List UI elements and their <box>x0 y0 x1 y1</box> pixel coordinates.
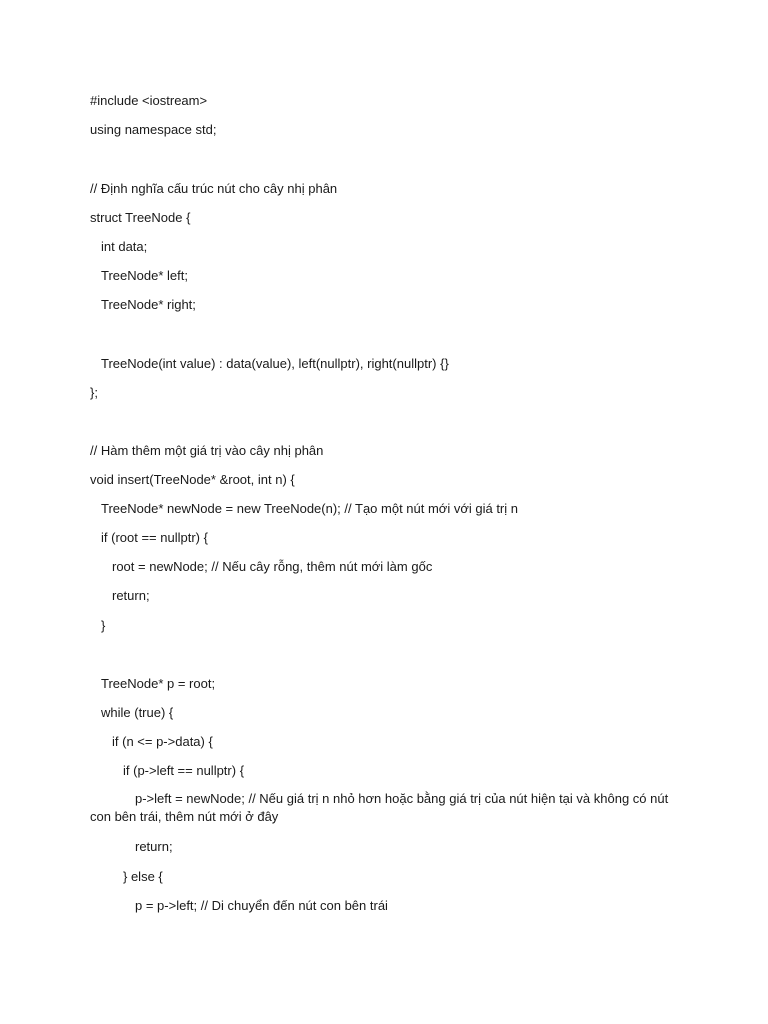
code-line: root = newNode; // Nếu cây rỗng, thêm nút mới làm gốc <box>112 559 433 574</box>
code-line: while (true) { <box>101 705 174 720</box>
code-line: #include <iostream> <box>90 93 208 108</box>
code-line: }; <box>90 385 98 400</box>
code-line: if (n <= p->data) { <box>112 734 213 749</box>
wrapped-code-text: p->left = newNode; // Nếu giá trị n nhỏ hơn hoặc bằng giá trị của nút hiện tại và không có nút con bên trái, thêm nút mới ở đây <box>90 791 669 824</box>
code-line: int data; <box>101 239 148 254</box>
code-line: TreeNode* p = root; <box>101 676 216 691</box>
code-line: if (p->left == nullptr) { <box>123 763 245 778</box>
code-line: } else { <box>123 869 163 884</box>
code-line: TreeNode* right; <box>101 297 196 312</box>
code-line: void insert(TreeNode* &root, int n) { <box>90 472 295 487</box>
code-comment: // Định nghĩa cấu trúc nút cho cây nhị phân <box>90 181 338 196</box>
code-line: TreeNode* left; <box>101 268 188 283</box>
code-line: using namespace std; <box>90 122 217 137</box>
code-line: return; <box>135 839 173 854</box>
code-line: TreeNode* newNode = new TreeNode(n); // Tạo một nút mới với giá trị n <box>101 501 518 516</box>
code-line: return; <box>112 588 150 603</box>
code-line: p = p->left; // Di chuyển đến nút con bên trái <box>135 898 388 913</box>
code-line: struct TreeNode { <box>90 210 191 225</box>
code-line-wrapped <box>90 790 690 826</box>
code-comment: // Hàm thêm một giá trị vào cây nhị phân <box>90 443 324 458</box>
code-line: if (root == nullptr) { <box>101 530 208 545</box>
code-line: } <box>101 618 106 633</box>
code-line: TreeNode(int value) : data(value), left(nullptr), right(nullptr) {} <box>101 356 449 371</box>
